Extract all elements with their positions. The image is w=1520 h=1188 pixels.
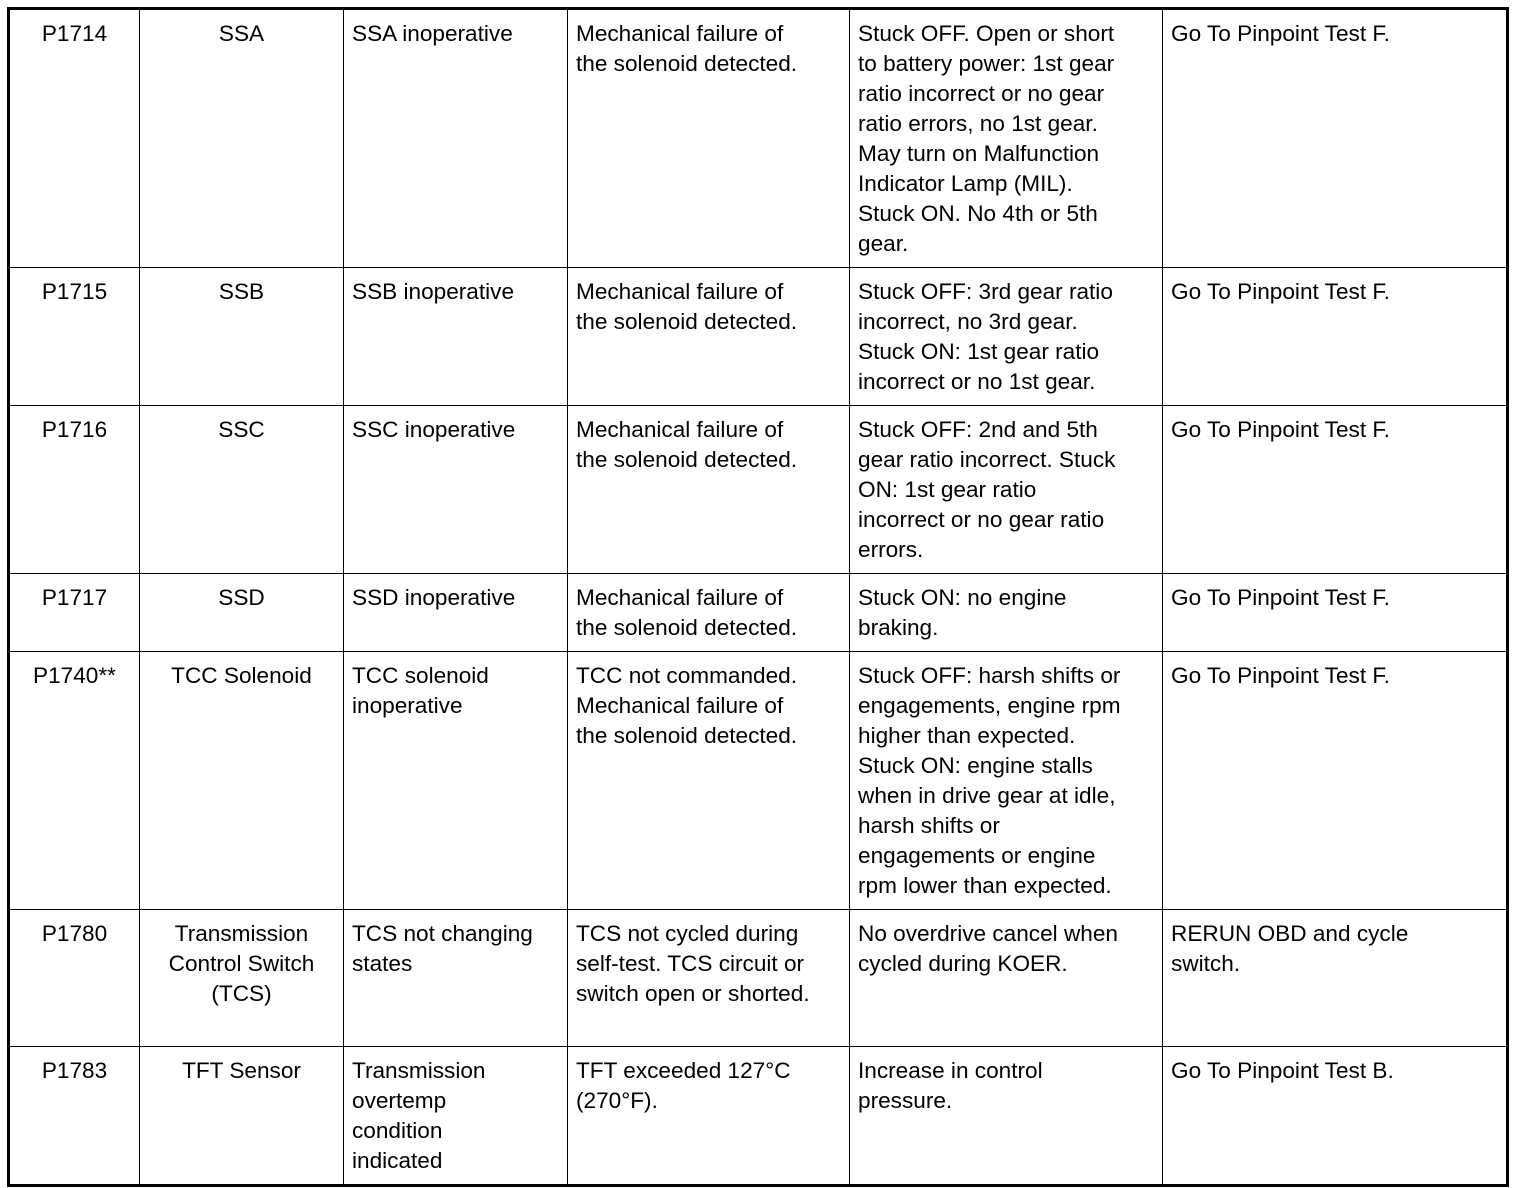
condition-cell: Mechanical failure of the solenoid detected. <box>568 574 850 652</box>
action-cell: Go To Pinpoint Test F. <box>1163 268 1508 406</box>
action-cell: Go To Pinpoint Test F. <box>1163 574 1508 652</box>
component-cell: TFT Sensor <box>140 1047 344 1186</box>
action-cell: Go To Pinpoint Test F. <box>1163 406 1508 574</box>
action-cell: Go To Pinpoint Test F. <box>1163 652 1508 910</box>
table-row <box>9 9 1508 268</box>
symptoms-cell: Increase in control pressure. <box>850 1047 1163 1186</box>
component-cell: Transmission Control Switch (TCS) <box>140 910 344 1047</box>
symptoms-cell: Stuck ON: no engine braking. <box>850 574 1163 652</box>
description-cell: SSD inoperative <box>344 574 568 652</box>
dtc-code-cell: P1716 <box>9 406 140 574</box>
condition-cell: TCC not commanded. Mechanical failure of the solenoid detected. <box>568 652 850 910</box>
component-cell: SSD <box>140 574 344 652</box>
condition-cell: TCS not cycled during self-test. TCS circuit or switch open or shorted. <box>568 910 850 1047</box>
symptoms-cell: No overdrive cancel when cycled during KOER. <box>850 910 1163 1047</box>
description-cell: SSB inoperative <box>344 268 568 406</box>
symptoms-cell: Stuck OFF: harsh shifts or engagements, engine rpm higher than expected. Stuck ON: engine stalls when in drive gear at idle, harsh shifts or engagements or engine rpm lower than expected. <box>850 652 1163 910</box>
symptoms-cell: Stuck OFF: 2nd and 5th gear ratio incorrect. Stuck ON: 1st gear ratio incorrect or no gear ratio errors. <box>850 406 1163 574</box>
action-cell: Go To Pinpoint Test F. <box>1163 9 1508 268</box>
table-row <box>9 652 1508 910</box>
description-cell: TCS not changing states <box>344 910 568 1047</box>
action-cell: Go To Pinpoint Test B. <box>1163 1047 1508 1186</box>
dtc-code-cell: P1780 <box>9 910 140 1047</box>
action-cell: RERUN OBD and cycle switch. <box>1163 910 1508 1047</box>
symptoms-cell: Stuck OFF: 3rd gear ratio incorrect, no 3rd gear. Stuck ON: 1st gear ratio incorrect or no 1st gear. <box>850 268 1163 406</box>
table-row <box>9 1047 1508 1186</box>
condition-cell: TFT exceeded 127°C (270°F). <box>568 1047 850 1186</box>
component-cell: TCC Solenoid <box>140 652 344 910</box>
symptoms-cell: Stuck OFF. Open or short to battery power: 1st gear ratio incorrect or no gear ratio errors, no 1st gear. May turn on Malfunction Indicator Lamp (MIL). Stuck ON. No 4th or 5th gear. <box>850 9 1163 268</box>
table-row <box>9 574 1508 652</box>
table-row <box>9 910 1508 1047</box>
dtc-table <box>7 7 1509 1187</box>
condition-cell: Mechanical failure of the solenoid detected. <box>568 268 850 406</box>
component-cell: SSC <box>140 406 344 574</box>
description-cell: SSC inoperative <box>344 406 568 574</box>
dtc-code-cell: P1740** <box>9 652 140 910</box>
description-cell: Transmission overtemp condition indicated <box>344 1047 568 1186</box>
dtc-code-cell: P1783 <box>9 1047 140 1186</box>
dtc-code-cell: P1717 <box>9 574 140 652</box>
condition-cell: Mechanical failure of the solenoid detected. <box>568 406 850 574</box>
dtc-code-cell: P1714 <box>9 9 140 268</box>
description-cell: SSA inoperative <box>344 9 568 268</box>
table-row <box>9 406 1508 574</box>
table-row <box>9 268 1508 406</box>
description-cell: TCC solenoid inoperative <box>344 652 568 910</box>
component-cell: SSA <box>140 9 344 268</box>
component-cell: SSB <box>140 268 344 406</box>
condition-cell: Mechanical failure of the solenoid detected. <box>568 9 850 268</box>
dtc-code-cell: P1715 <box>9 268 140 406</box>
